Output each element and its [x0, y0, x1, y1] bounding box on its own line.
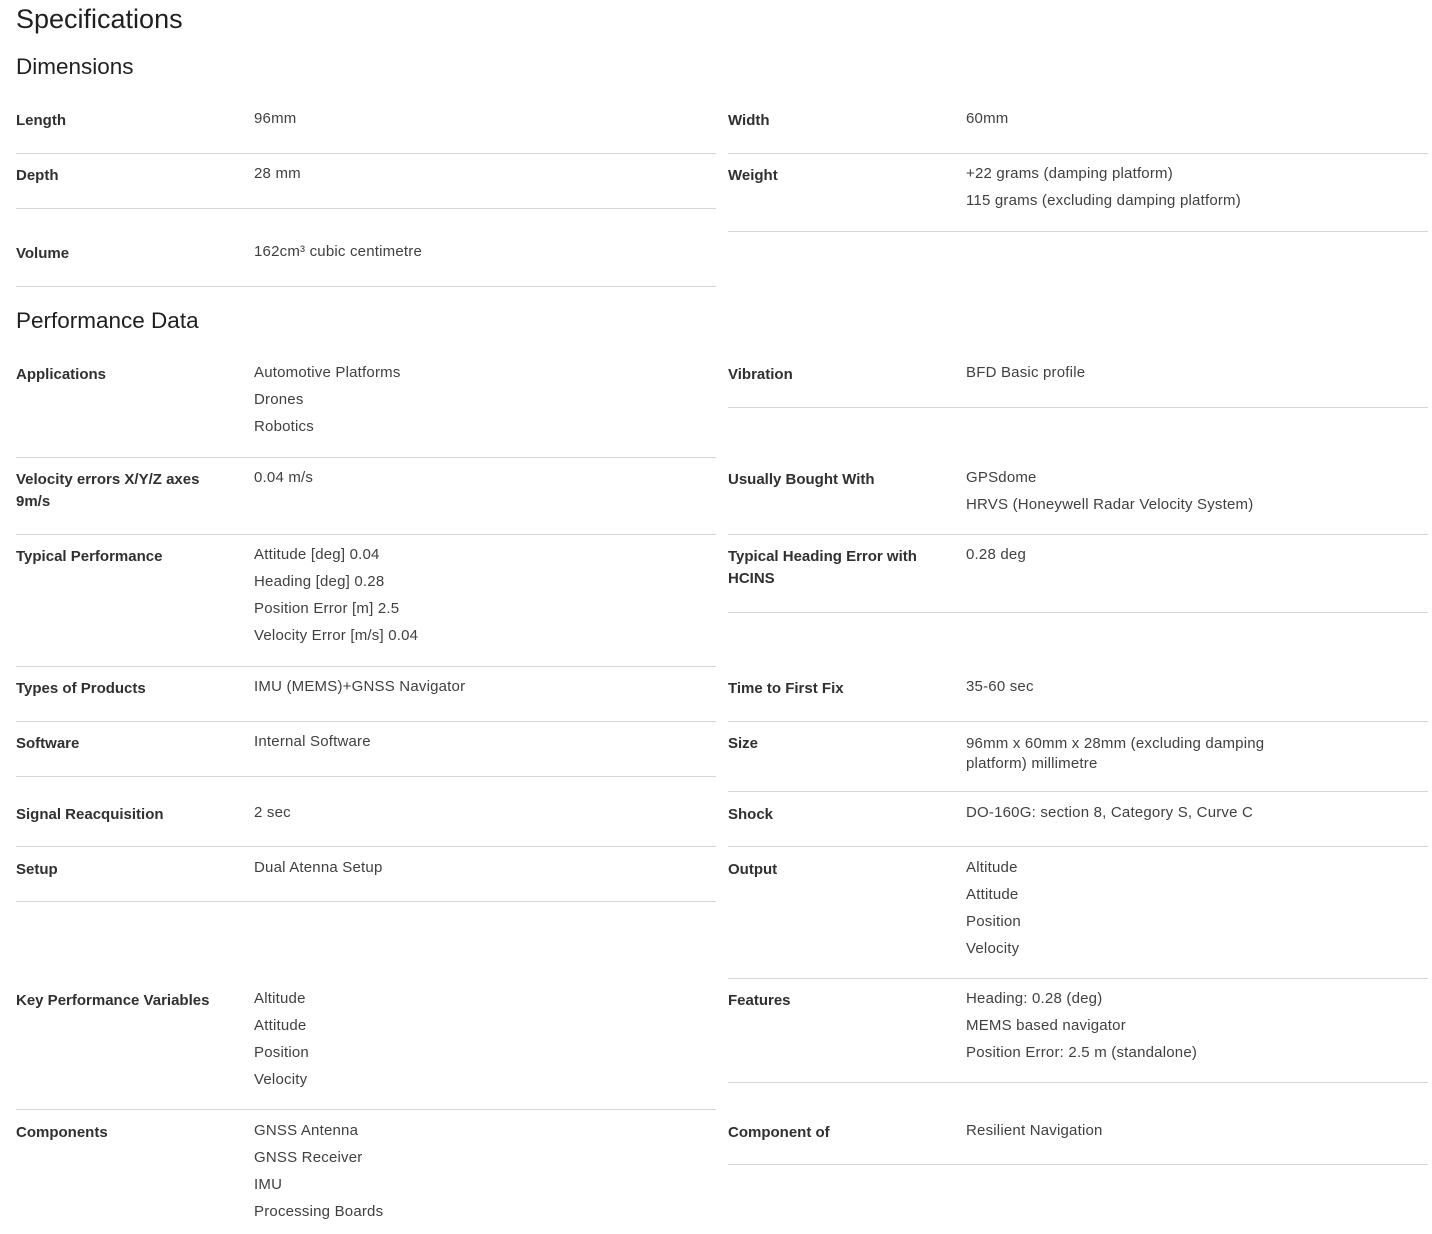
spec-value: +22 grams (damping platform) [966, 165, 1173, 182]
spec-value: 162cm³ cubic centimetre [254, 243, 422, 260]
performance-heading: Performance Data [16, 308, 199, 333]
spec-label: Components [16, 1124, 108, 1141]
spec-value: Resilient Navigation [966, 1122, 1103, 1139]
spec-value: 0.28 deg [966, 546, 1026, 563]
spec-value: IMU (MEMS)+GNSS Navigator [254, 678, 466, 695]
spec-value: Heading [deg] 0.28 [254, 573, 385, 590]
spec-label: Width [728, 112, 770, 129]
spec-row-signal-reacquisition [16, 794, 716, 847]
spec-values [966, 541, 1406, 568]
spec-label: Types of Products [16, 680, 146, 697]
spec-values [966, 160, 1406, 214]
spec-row-output [728, 849, 1428, 979]
spec-values [966, 985, 1406, 1066]
spec-label: Length [16, 112, 66, 129]
spec-value: Velocity Error [m/s] 0.04 [254, 627, 419, 644]
spec-value: MEMS based navigator [966, 1017, 1126, 1034]
spec-values [966, 673, 1406, 700]
spec-label: Shock [728, 806, 774, 823]
spec-value: Altitude [254, 990, 306, 1007]
spec-label: Velocity errors X/Y/Z axes 9m/s [16, 471, 200, 510]
spec-value: Processing Boards [254, 1203, 384, 1220]
spec-values [254, 541, 694, 649]
spec-value: DO-160G: section 8, Category S, Curve C [966, 804, 1254, 821]
spec-values [254, 464, 694, 491]
spec-value: 28 mm [254, 165, 301, 182]
spec-value: 96mm x 60mm x 28mm (excluding damping platform) millimetre [966, 735, 1265, 772]
spec-label: Typical Performance [16, 548, 163, 565]
spec-label: Setup [16, 861, 58, 878]
spec-value: Attitude [966, 886, 1019, 903]
spec-label: Weight [728, 167, 778, 184]
spec-value: Heading: 0.28 (deg) [966, 990, 1103, 1007]
spec-value: 35-60 sec [966, 678, 1034, 695]
spec-label: Size [728, 735, 759, 752]
spec-row-size [728, 723, 1428, 792]
spec-value: Altitude [966, 859, 1018, 876]
spec-row-volume [16, 210, 716, 287]
spec-value: Position [966, 913, 1021, 930]
spec-label: Vibration [728, 366, 793, 383]
spec-label: Signal Reacquisition [16, 806, 164, 823]
spec-value: 0.04 m/s [254, 469, 314, 486]
spec-row-types-of-products [16, 668, 716, 722]
spec-value: GPSdome [966, 469, 1037, 486]
spec-values [254, 985, 694, 1093]
spec-values [966, 464, 1406, 518]
spec-row-features [728, 980, 1428, 1083]
spec-value: Position Error [m] 2.5 [254, 600, 400, 617]
spec-row-applications [16, 354, 716, 458]
spec-value: Position [254, 1044, 309, 1061]
spec-row-width [728, 100, 1428, 154]
spec-label: Output [728, 861, 778, 878]
spec-value: 2 sec [254, 804, 291, 821]
spec-row-shock [728, 794, 1428, 847]
spec-value: 60mm [966, 110, 1009, 127]
dimensions-heading: Dimensions [16, 54, 134, 79]
spec-row-length [16, 100, 716, 154]
spec-row-velocity-errors [16, 459, 716, 535]
spec-row-typical-heading-error [728, 536, 1428, 613]
spec-value: Internal Software [254, 733, 371, 750]
spec-row-depth [16, 155, 716, 209]
spec-label: Key Performance Variables [16, 992, 210, 1009]
spec-value: Robotics [254, 418, 314, 435]
spec-values [966, 854, 1406, 962]
spec-values [966, 734, 1316, 774]
page-title: Specifications [16, 4, 183, 34]
spec-row-vibration [728, 354, 1428, 408]
spec-values [966, 359, 1406, 386]
spec-values [254, 728, 694, 755]
spec-row-components [16, 1112, 716, 1234]
spec-values [254, 359, 694, 440]
spec-label: Applications [16, 366, 107, 383]
spec-label: Typical Heading Error with HCINS [728, 548, 917, 587]
spec-values [254, 1117, 694, 1225]
spec-label: Volume [16, 245, 70, 262]
spec-values [254, 238, 694, 265]
spec-value: Dual Atenna Setup [254, 859, 383, 876]
spec-row-typical-performance [16, 536, 716, 667]
spec-value: 115 grams (excluding damping platform) [966, 192, 1241, 209]
spec-value: GNSS Antenna [254, 1122, 359, 1139]
spec-value: HRVS (Honeywell Radar Velocity System) [966, 496, 1254, 513]
spec-label: Component of [728, 1124, 830, 1141]
spec-value: Attitude [deg] 0.04 [254, 546, 380, 563]
spec-row-setup [16, 849, 716, 902]
spec-value: Automotive Platforms [254, 364, 401, 381]
spec-values [966, 799, 1406, 826]
spec-row-software [16, 723, 716, 777]
spec-label: Software [16, 735, 80, 752]
spec-value: IMU [254, 1176, 283, 1193]
spec-value: Position Error: 2.5 m (standalone) [966, 1044, 1198, 1061]
spec-row-time-to-first-fix [728, 668, 1428, 722]
spec-value: Velocity [254, 1071, 308, 1088]
spec-values [254, 799, 694, 826]
spec-row-weight [728, 155, 1428, 232]
spec-values [254, 160, 694, 187]
spec-row-usually-bought-with [728, 459, 1428, 535]
spec-label: Features [728, 992, 791, 1009]
spec-value: Attitude [254, 1017, 307, 1034]
spec-values [966, 105, 1406, 132]
spec-row-key-performance-variables [16, 980, 716, 1110]
spec-value: 96mm [254, 110, 297, 127]
spec-label: Depth [16, 167, 59, 184]
spec-label: Usually Bought With [728, 471, 875, 488]
spec-value: Drones [254, 391, 304, 408]
spec-row-component-of [728, 1112, 1428, 1165]
spec-values [966, 1117, 1406, 1144]
spec-value: BFD Basic profile [966, 364, 1086, 381]
spec-label: Time to First Fix [728, 680, 844, 697]
spec-value: Velocity [966, 940, 1020, 957]
spec-values [254, 105, 694, 132]
spec-values [254, 854, 694, 881]
spec-values [254, 673, 694, 700]
spec-value: GNSS Receiver [254, 1149, 363, 1166]
